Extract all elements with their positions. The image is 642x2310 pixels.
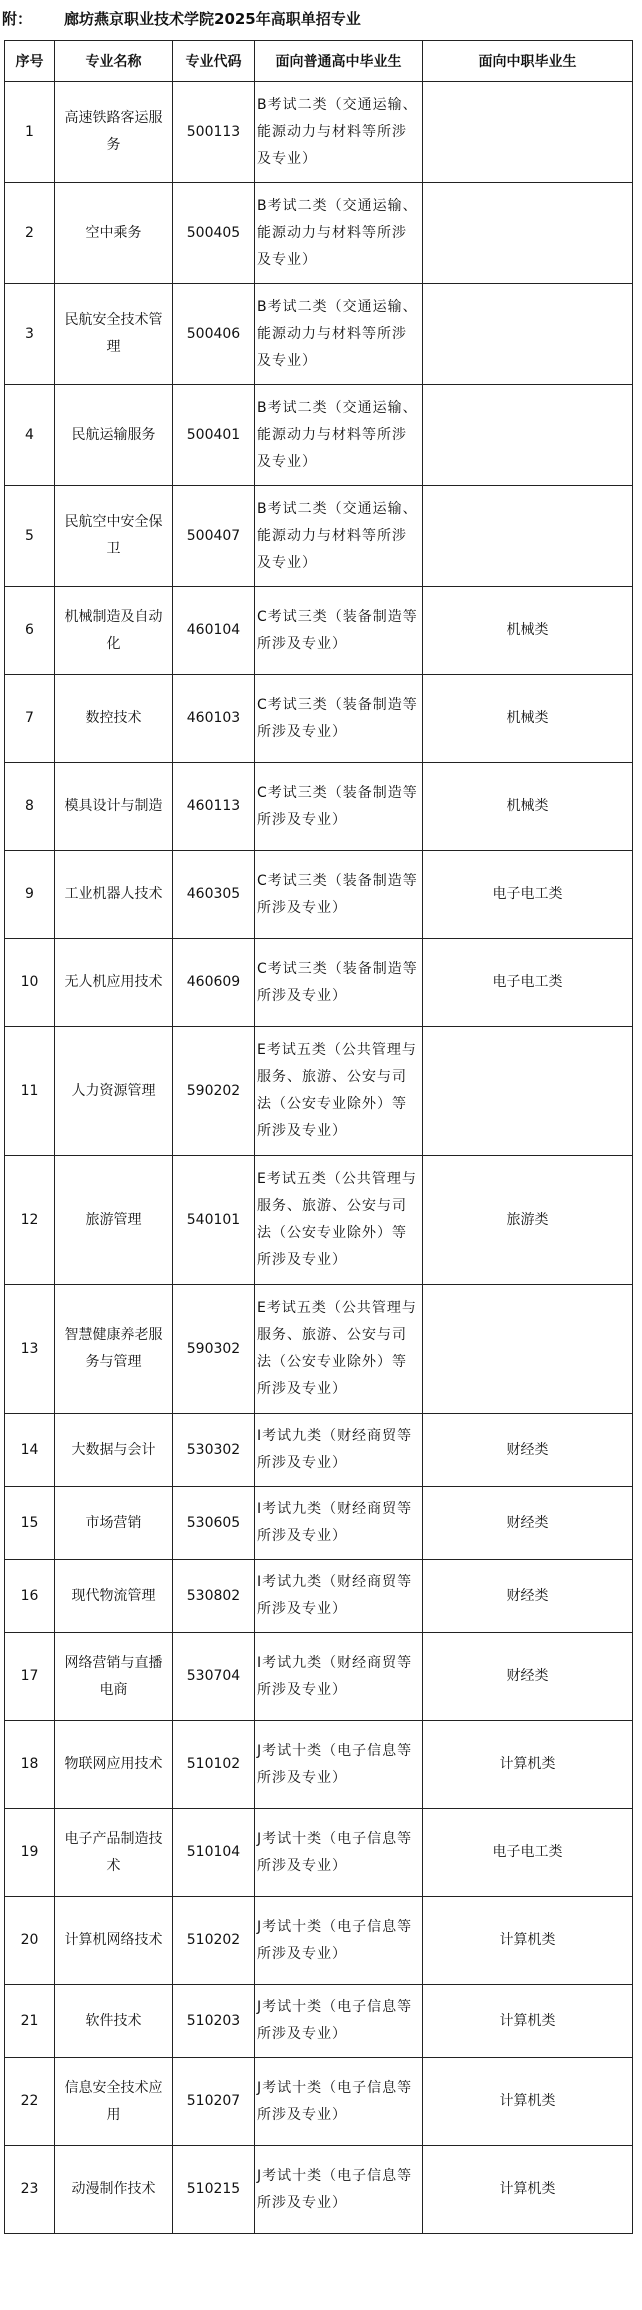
row-vocational-category xyxy=(423,385,633,486)
row-general-requirement: I考试九类（财经商贸等所涉及专业） xyxy=(255,1633,423,1721)
table-row xyxy=(5,2146,633,2234)
row-serial: 4 xyxy=(5,385,55,486)
row-major-name: 信息安全技术应用 xyxy=(55,2058,173,2146)
row-serial: 14 xyxy=(5,1414,55,1487)
row-serial: 8 xyxy=(5,763,55,851)
row-general-requirement: B考试二类（交通运输、能源动力与材料等所涉及专业） xyxy=(255,82,423,183)
table-row xyxy=(5,587,633,675)
row-major-name: 数控技术 xyxy=(55,675,173,763)
row-vocational-category: 财经类 xyxy=(423,1633,633,1721)
row-major-name: 空中乘务 xyxy=(55,183,173,284)
row-major-name: 高速铁路客运服务 xyxy=(55,82,173,183)
row-general-requirement: I考试九类（财经商贸等所涉及专业） xyxy=(255,1560,423,1633)
row-serial: 20 xyxy=(5,1897,55,1985)
row-serial: 15 xyxy=(5,1487,55,1560)
row-serial: 18 xyxy=(5,1721,55,1809)
row-serial: 21 xyxy=(5,1985,55,2058)
table-row xyxy=(5,1897,633,1985)
row-general-requirement: E考试五类（公共管理与服务、旅游、公安与司法（公安专业除外）等所涉及专业） xyxy=(255,1156,423,1285)
row-serial: 10 xyxy=(5,939,55,1027)
table-row xyxy=(5,763,633,851)
row-general-requirement: J考试十类（电子信息等所涉及专业） xyxy=(255,2146,423,2234)
table-row xyxy=(5,939,633,1027)
row-major-name: 市场营销 xyxy=(55,1487,173,1560)
row-vocational-category xyxy=(423,82,633,183)
row-vocational-category: 计算机类 xyxy=(423,2146,633,2234)
heading-prefix: 附： xyxy=(2,10,33,28)
row-major-code: 510215 xyxy=(173,2146,255,2234)
row-general-requirement: J考试十类（电子信息等所涉及专业） xyxy=(255,1985,423,2058)
row-vocational-category xyxy=(423,284,633,385)
row-serial: 1 xyxy=(5,82,55,183)
table-row xyxy=(5,486,633,587)
header-major-name: 专业名称 xyxy=(55,41,173,82)
row-general-requirement: C考试三类（装备制造等所涉及专业） xyxy=(255,851,423,939)
row-vocational-category: 计算机类 xyxy=(423,1985,633,2058)
row-general-requirement: B考试二类（交通运输、能源动力与材料等所涉及专业） xyxy=(255,183,423,284)
row-major-name: 旅游管理 xyxy=(55,1156,173,1285)
row-vocational-category: 计算机类 xyxy=(423,2058,633,2146)
row-major-code: 500113 xyxy=(173,82,255,183)
row-major-name: 电子产品制造技术 xyxy=(55,1809,173,1897)
header-serial: 序号 xyxy=(5,41,55,82)
row-serial: 11 xyxy=(5,1027,55,1156)
row-vocational-category xyxy=(423,1027,633,1156)
table-row xyxy=(5,675,633,763)
row-major-name: 人力资源管理 xyxy=(55,1027,173,1156)
table-row xyxy=(5,284,633,385)
row-general-requirement: J考试十类（电子信息等所涉及专业） xyxy=(255,1897,423,1985)
row-serial: 7 xyxy=(5,675,55,763)
row-major-code: 460103 xyxy=(173,675,255,763)
header-major-code: 专业代码 xyxy=(173,41,255,82)
table-row xyxy=(5,1156,633,1285)
row-major-code: 530605 xyxy=(173,1487,255,1560)
row-major-code: 500407 xyxy=(173,486,255,587)
row-vocational-category: 计算机类 xyxy=(423,1897,633,1985)
row-major-name: 模具设计与制造 xyxy=(55,763,173,851)
row-major-name: 动漫制作技术 xyxy=(55,2146,173,2234)
table-row xyxy=(5,1985,633,2058)
row-major-name: 智慧健康养老服务与管理 xyxy=(55,1285,173,1414)
row-major-name: 大数据与会计 xyxy=(55,1414,173,1487)
majors-table xyxy=(4,40,633,2234)
table-row xyxy=(5,1721,633,1809)
row-general-requirement: C考试三类（装备制造等所涉及专业） xyxy=(255,939,423,1027)
row-major-code: 530704 xyxy=(173,1633,255,1721)
row-vocational-category: 电子电工类 xyxy=(423,1809,633,1897)
row-major-name: 无人机应用技术 xyxy=(55,939,173,1027)
row-major-code: 460113 xyxy=(173,763,255,851)
row-vocational-category xyxy=(423,1285,633,1414)
table-row xyxy=(5,1285,633,1414)
row-major-name: 工业机器人技术 xyxy=(55,851,173,939)
row-general-requirement: E考试五类（公共管理与服务、旅游、公安与司法（公安专业除外）等所涉及专业） xyxy=(255,1027,423,1156)
row-major-code: 510203 xyxy=(173,1985,255,2058)
table-row xyxy=(5,1414,633,1487)
row-vocational-category xyxy=(423,486,633,587)
row-vocational-category: 旅游类 xyxy=(423,1156,633,1285)
row-general-requirement: J考试十类（电子信息等所涉及专业） xyxy=(255,1809,423,1897)
row-serial: 17 xyxy=(5,1633,55,1721)
table-header-row xyxy=(5,41,633,82)
table-row xyxy=(5,1560,633,1633)
row-major-code: 530302 xyxy=(173,1414,255,1487)
row-major-code: 590202 xyxy=(173,1027,255,1156)
row-serial: 2 xyxy=(5,183,55,284)
row-vocational-category: 电子电工类 xyxy=(423,939,633,1027)
row-serial: 19 xyxy=(5,1809,55,1897)
row-general-requirement: C考试三类（装备制造等所涉及专业） xyxy=(255,675,423,763)
row-major-name: 民航运输服务 xyxy=(55,385,173,486)
table-row xyxy=(5,1487,633,1560)
row-general-requirement: J考试十类（电子信息等所涉及专业） xyxy=(255,2058,423,2146)
table-row xyxy=(5,851,633,939)
row-major-name: 民航安全技术管理 xyxy=(55,284,173,385)
row-major-code: 530802 xyxy=(173,1560,255,1633)
row-vocational-category: 机械类 xyxy=(423,675,633,763)
row-serial: 9 xyxy=(5,851,55,939)
row-serial: 16 xyxy=(5,1560,55,1633)
row-general-requirement: C考试三类（装备制造等所涉及专业） xyxy=(255,763,423,851)
row-vocational-category: 机械类 xyxy=(423,763,633,851)
row-major-code: 500406 xyxy=(173,284,255,385)
row-major-code: 510102 xyxy=(173,1721,255,1809)
row-major-name: 机械制造及自动化 xyxy=(55,587,173,675)
row-vocational-category: 电子电工类 xyxy=(423,851,633,939)
row-major-code: 510202 xyxy=(173,1897,255,1985)
table-row xyxy=(5,1809,633,1897)
row-general-requirement: B考试二类（交通运输、能源动力与材料等所涉及专业） xyxy=(255,486,423,587)
row-general-requirement: I考试九类（财经商贸等所涉及专业） xyxy=(255,1487,423,1560)
row-major-code: 510207 xyxy=(173,2058,255,2146)
row-vocational-category: 计算机类 xyxy=(423,1721,633,1809)
row-serial: 12 xyxy=(5,1156,55,1285)
row-major-code: 500401 xyxy=(173,385,255,486)
row-vocational-category xyxy=(423,183,633,284)
row-major-name: 物联网应用技术 xyxy=(55,1721,173,1809)
row-major-name: 软件技术 xyxy=(55,1985,173,2058)
row-serial: 23 xyxy=(5,2146,55,2234)
row-serial: 5 xyxy=(5,486,55,587)
header-vocational-school: 面向中职毕业生 xyxy=(423,41,633,82)
row-vocational-category: 财经类 xyxy=(423,1414,633,1487)
row-major-code: 510104 xyxy=(173,1809,255,1897)
table-row xyxy=(5,1633,633,1721)
page-heading xyxy=(0,8,642,30)
row-general-requirement: J考试十类（电子信息等所涉及专业） xyxy=(255,1721,423,1809)
row-vocational-category: 机械类 xyxy=(423,587,633,675)
row-major-code: 460104 xyxy=(173,587,255,675)
row-vocational-category: 财经类 xyxy=(423,1560,633,1633)
row-general-requirement: B考试二类（交通运输、能源动力与材料等所涉及专业） xyxy=(255,284,423,385)
row-major-code: 500405 xyxy=(173,183,255,284)
row-major-name: 现代物流管理 xyxy=(55,1560,173,1633)
table-row xyxy=(5,82,633,183)
table-row xyxy=(5,183,633,284)
row-major-code: 590302 xyxy=(173,1285,255,1414)
row-vocational-category: 财经类 xyxy=(423,1487,633,1560)
row-general-requirement: C考试三类（装备制造等所涉及专业） xyxy=(255,587,423,675)
row-serial: 22 xyxy=(5,2058,55,2146)
row-general-requirement: B考试二类（交通运输、能源动力与材料等所涉及专业） xyxy=(255,385,423,486)
row-serial: 3 xyxy=(5,284,55,385)
row-major-name: 计算机网络技术 xyxy=(55,1897,173,1985)
row-serial: 13 xyxy=(5,1285,55,1414)
table-row xyxy=(5,1027,633,1156)
table-row xyxy=(5,2058,633,2146)
row-major-code: 540101 xyxy=(173,1156,255,1285)
row-serial: 6 xyxy=(5,587,55,675)
header-general-high-school: 面向普通高中毕业生 xyxy=(255,41,423,82)
row-general-requirement: E考试五类（公共管理与服务、旅游、公安与司法（公安专业除外）等所涉及专业） xyxy=(255,1285,423,1414)
row-major-name: 民航空中安全保卫 xyxy=(55,486,173,587)
row-major-code: 460305 xyxy=(173,851,255,939)
row-major-code: 460609 xyxy=(173,939,255,1027)
table-row xyxy=(5,385,633,486)
row-general-requirement: I考试九类（财经商贸等所涉及专业） xyxy=(255,1414,423,1487)
page-title: 廊坊燕京职业技术学院2025年高职单招专业 xyxy=(64,10,361,28)
row-major-name: 网络营销与直播电商 xyxy=(55,1633,173,1721)
